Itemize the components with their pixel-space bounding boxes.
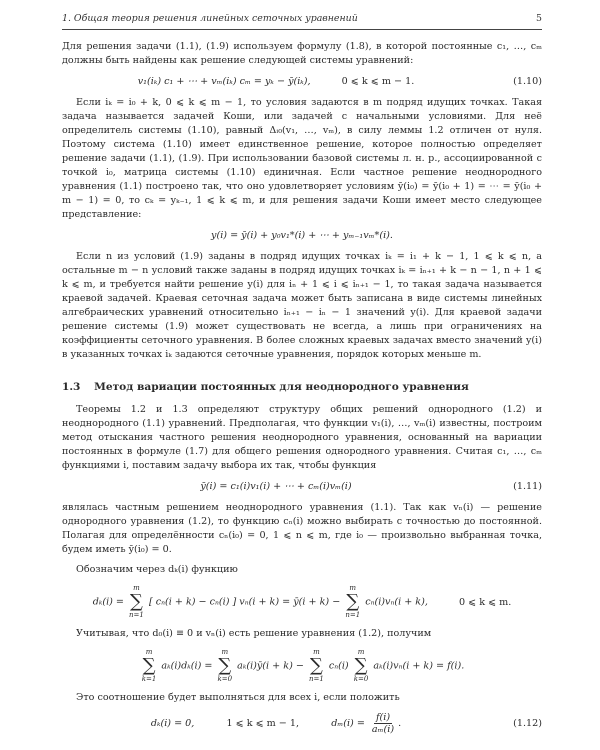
equation-number: (1.11) (513, 481, 542, 492)
equation-d-condition: 0 ⩽ k ⩽ m. (458, 596, 512, 608)
paragraph-4: Теоремы 1.2 и 1.3 определяют структуру общих решений однородного (1.2) и неоднородного (1.1) уравнений. Предполагая, что функции v₁(i), …, vₘ(i) известны, построим метод отыскания частного решения неоднородного уравнения, основанный на вариации постоянных в формуле (1.7) для общего решения однородного уравнения. Считая c₁, …, cₘ функциями i, поставим задачу выбора их так, чтобы функция (62, 404, 542, 471)
section-title: Метод вариации постоянных для неоднородного уравнения (94, 381, 469, 393)
sum-symbol: m ∑ n=1 (345, 584, 361, 619)
equation-1-12-part-1: dₖ(i) = 0, (150, 718, 195, 729)
equation-sum (62, 648, 542, 684)
equation-sum-term-1: aₖ(i)dₖ(i) = (161, 660, 213, 672)
equation-1-10 (62, 75, 542, 89)
fraction: $\frac{f(i)}{\text{aₘ(i)}}$ (371, 712, 395, 735)
sum-symbol: m ∑ k=0 (353, 648, 369, 683)
equation-number: (1.10) (513, 76, 542, 87)
equation-1-12: dₖ(i) = 0, 1 ⩽ k ⩽ m − 1, dₘ(i) = $\frac{f(i)}{\text{aₘ(i)}}$ . (1.12) (150, 712, 542, 735)
chapter-title: 1. Общая теория решения линейных сеточных уравнений (62, 13, 358, 24)
equation-d-tail: cₙ(i)vₙ(i + k), (365, 596, 428, 608)
equation-1-11-body: ȳ(i) = c₁(i)v₁(i) + ⋯ + cₘ(i)vₘ(i) (200, 481, 352, 492)
equation-cauchy (62, 229, 542, 243)
equation-1-12-part-2: 1 ⩽ k ⩽ m − 1, (226, 718, 300, 729)
equation-sum-term-2: aₖ(i)ȳ(i + k) − (237, 660, 304, 672)
section-number: 1.3 (62, 381, 81, 393)
paragraph-7: Учитывая, что d₀(i) ≡ 0 и vₙ(i) есть решение уравнения (1.2), получим (76, 628, 432, 639)
sum-symbol: m ∑ n=1 (129, 584, 144, 619)
paragraph-3: Если n из условий (1.9) заданы в подряд идущих точках iₖ = i₁ + k − 1, 1 ⩽ k ⩽ n, а остальные m − n условий также заданы в подряд идущих точках iₖ = iₙ₊₁ + k − n − 1, n + 1 ⩽ k ⩽ m, и требуется найти решение y(i) для iₙ + 1 ⩽ i ⩽ iₙ₊₁ − 1, то такая задача называется краевой задачей. Краевая сеточная задача может быть записана в виде системы линейных алгебраических уравнений относительно iₙ₊₁ − iₙ − 1 значений y(i). Для краевой задачи решение системы (1.9) может существовать не всегда, а лишь при ограничениях на коэффициенты сеточного уравнения. В более сложных краевых задачах вместо значений y(i) в указанных точках iₖ задаются сеточные уравнения, порядок которых меньше m. (62, 251, 542, 360)
section-heading (62, 380, 542, 394)
page-number: 5 (536, 13, 542, 24)
paragraph-1: Для решения задачи (1.1), (1.9) используем формулу (1.8), в которой постоянные c₁, …, cₘ должны быть найдены как решение следующей системы уравнений: (62, 41, 542, 66)
equation-1-12-part-3: dₘ(i) = (331, 718, 365, 729)
paragraph-6: Обозначим через dₖ(i) функцию (76, 564, 238, 575)
equation-number: (1.12) (513, 717, 542, 729)
equation-d (62, 584, 542, 620)
running-head (62, 12, 542, 30)
sum-symbol: m ∑ n=1 (308, 648, 324, 683)
paragraph-5: являлась частным решением неоднородного уравнения (1.1). Так как vₙ(i) — решение однородного уравнения (1.2), то функцию cₙ(i) можно выбирать с точностью до постоянной. Полагая для определённости cₙ(i₀) = 0, 1 ⩽ n ⩽ m, где i₀ — произвольно выбранная точка, будем иметь ȳ(i₀) = 0. (62, 502, 542, 555)
equation-sum-term-4: aₖ(i)vₙ(i + k) = f(i). (373, 660, 465, 672)
equation-1-11 (62, 480, 542, 494)
equation-1-10-body: v₁(iₖ) c₁ + ⋯ + vₘ(iₖ) cₘ = yₖ − ȳ(iₖ), (137, 76, 311, 87)
equation-d-lhs: dₖ(i) = (92, 596, 124, 608)
sum-symbol: m ∑ k=0 (217, 648, 233, 683)
equation-sum-term-3: cₙ(i) (328, 660, 349, 672)
equation-d-middle: [ cₙ(i + k) − cₙ(i) ] vₙ(i + k) = ȳ(i + k) − (148, 596, 341, 608)
equation-cauchy-body: y(i) = ȳ(i) + y₀v₁*(i) + ⋯ + yₘ₋₁vₘ*(i). (211, 230, 393, 241)
equation-1-10-condition: 0 ⩽ k ⩽ m − 1. (341, 76, 415, 87)
paragraph-8: Это соотношение будет выполняться для всех i, если положить (76, 692, 400, 703)
paragraph-2: Если iₖ = i₀ + k, 0 ⩽ k ⩽ m − 1, то условия задаются в m подряд идущих точках. Такая задача называется задачей Коши, или задачей с начальными условиями. Для неё определитель системы (1.10), равный Δᵢ₀(v₁, …, vₘ), в силу леммы 1.2 отличен от нуля. Поэтому система (1.10) имеет единственное решение, которое полностью определяет решение задачи (1.1), (1.9). При использовании базовой системы л. н. р., ассоциированной с точкой i₀, матрица системы (1.10) единичная. Если частное решение неоднородного уравнения (1.1) построено так, что оно удовлетворяет условиям ȳ(i₀) = ȳ(i₀ + 1) = ⋯ = ȳ(i₀ + m − 1) = 0, то cₖ = yₖ₋₁, 1 ⩽ k ⩽ m, и для решения задачи Коши имеет место следующее представление: (62, 97, 542, 220)
sum-symbol: m ∑ k=1 (141, 648, 157, 683)
